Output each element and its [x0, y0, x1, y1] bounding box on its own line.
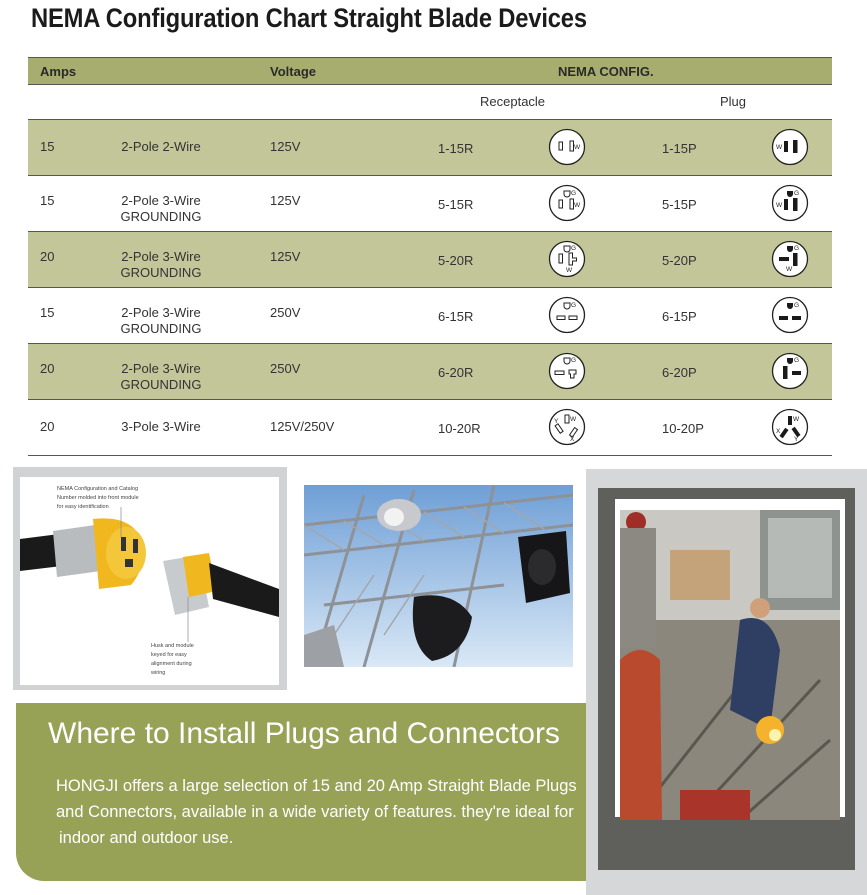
- svg-text:Y: Y: [794, 436, 799, 443]
- install-heading: Where to Install Plugs and Connectors: [48, 717, 560, 750]
- callout-bottom-line: Husk and module: [151, 643, 194, 649]
- receptacle-code: 5-15R: [438, 197, 474, 212]
- plug-icon: [771, 184, 809, 222]
- poles-line: 2-Pole 3-Wire: [121, 305, 201, 320]
- svg-text:W: W: [574, 202, 581, 209]
- amps-cell: 15: [40, 193, 55, 208]
- voltage-cell: 125V: [270, 193, 301, 208]
- page-title: NEMA Configuration Chart Straight Blade Devices: [31, 3, 587, 33]
- receptacle-code: 6-20R: [438, 365, 474, 380]
- callout-top-line: for easy identification: [57, 504, 109, 510]
- poles-line: GROUNDING: [120, 321, 202, 336]
- plug-code: 10-20P: [662, 421, 704, 436]
- install-body-line: and Connectors, available in a wide variety of features. they're ideal for: [56, 803, 574, 821]
- amps-cell: 20: [40, 249, 55, 264]
- receptacle-icon: [548, 240, 586, 278]
- receptacle-icon: [548, 184, 586, 222]
- truss-lights-image: [304, 485, 573, 667]
- table-row: [28, 232, 832, 288]
- header-voltage: Voltage: [270, 64, 316, 79]
- install-body-line: indoor and outdoor use.: [59, 829, 234, 847]
- svg-text:X: X: [570, 436, 575, 443]
- header-amps: Amps: [40, 64, 77, 79]
- svg-text:G: G: [571, 357, 577, 364]
- table-row: [28, 344, 832, 400]
- voltage-cell: 250V: [270, 305, 301, 320]
- nema-chart-table: [28, 57, 832, 456]
- table-row: [28, 176, 832, 232]
- svg-text:G: G: [794, 357, 800, 364]
- svg-text:G: G: [794, 190, 800, 197]
- plug-code: 1-15P: [662, 141, 697, 156]
- plug-icon: [771, 352, 809, 390]
- receptacle-code: 6-15R: [438, 309, 474, 324]
- poles-line: 2-Pole 2-Wire: [121, 139, 201, 154]
- connector-photo: [13, 467, 287, 690]
- connector-photo-frame: [13, 467, 287, 690]
- svg-text:W: W: [776, 202, 783, 209]
- callout-bottom: [151, 642, 194, 678]
- receptacle-icon: [548, 408, 586, 446]
- svg-text:W: W: [566, 267, 573, 274]
- plug-icon: [771, 408, 809, 446]
- poles-line: GROUNDING: [120, 377, 202, 392]
- poles-cell: [120, 249, 202, 281]
- plug-code: 5-20P: [662, 253, 697, 268]
- plug-code: 6-15P: [662, 309, 697, 324]
- receptacle-icon: [548, 296, 586, 334]
- receptacle-icon: [548, 128, 586, 166]
- svg-text:W: W: [776, 144, 783, 151]
- worksite-photo-frame: [586, 469, 867, 895]
- plug-code: 6-20P: [662, 365, 697, 380]
- poles-cell: [120, 361, 202, 393]
- install-body: [56, 773, 616, 851]
- subheader-plug: Plug: [720, 94, 747, 109]
- table-body: [28, 120, 832, 456]
- receptacle-code: 1-15R: [438, 141, 474, 156]
- truss-lights-photo: [304, 485, 573, 667]
- plug-icon: [771, 128, 809, 166]
- voltage-cell: 125V: [270, 249, 301, 264]
- plug-code: 5-15P: [662, 197, 697, 212]
- svg-text:G: G: [794, 302, 800, 309]
- poles-line: 2-Pole 3-Wire: [121, 361, 201, 376]
- plug-icon: [771, 296, 809, 334]
- poles-line: 2-Pole 3-Wire: [121, 193, 201, 208]
- receptacle-icon: [548, 352, 586, 390]
- table-subheader: [28, 85, 832, 120]
- table-row: [28, 400, 832, 456]
- callout-top-line: Number molded into front module: [57, 495, 139, 501]
- table-header: [28, 57, 832, 85]
- svg-text:W: W: [570, 416, 577, 423]
- poles-line: GROUNDING: [120, 265, 202, 280]
- amps-cell: 15: [40, 305, 55, 320]
- callout-bottom-line: wiring: [151, 670, 166, 676]
- svg-text:Y: Y: [554, 418, 559, 425]
- svg-text:G: G: [794, 245, 800, 252]
- install-body-line: HONGJI offers a large selection of 15 and 20 Amp Straight Blade Plugs: [56, 777, 577, 795]
- poles-cell: [120, 139, 202, 155]
- amps-cell: 20: [40, 419, 55, 434]
- plug-icon: [771, 240, 809, 278]
- poles-line: GROUNDING: [120, 209, 202, 224]
- amps-cell: 20: [40, 361, 55, 376]
- receptacle-code: 5-20R: [438, 253, 474, 268]
- table-row: [28, 120, 832, 176]
- callout-top: [57, 485, 139, 512]
- svg-text:G: G: [571, 302, 577, 309]
- header-nema-config: NEMA CONFIG.: [558, 64, 654, 79]
- poles-cell: [120, 305, 202, 337]
- svg-text:G: G: [571, 245, 577, 252]
- worksite-photo: [620, 510, 840, 820]
- poles-cell: [120, 193, 202, 225]
- svg-text:W: W: [793, 416, 800, 423]
- svg-text:G: G: [571, 190, 577, 197]
- voltage-cell: 125V/250V: [270, 419, 335, 434]
- callout-bottom-line: keyed for easy: [151, 652, 187, 658]
- callout-bottom-line: alignment during: [151, 661, 192, 667]
- poles-line: 3-Pole 3-Wire: [121, 419, 201, 434]
- callout-top-line: NEMA Configuration and Catalog: [57, 486, 139, 492]
- poles-line: 2-Pole 3-Wire: [121, 249, 201, 264]
- amps-cell: 15: [40, 139, 55, 154]
- svg-text:W: W: [574, 144, 581, 151]
- svg-text:W: W: [786, 266, 793, 273]
- poles-cell: [120, 419, 202, 435]
- voltage-cell: 125V: [270, 139, 301, 154]
- svg-text:X: X: [776, 428, 781, 435]
- receptacle-code: 10-20R: [438, 421, 481, 436]
- table-row: [28, 288, 832, 344]
- subheader-receptacle: Receptacle: [480, 94, 546, 109]
- voltage-cell: 250V: [270, 361, 301, 376]
